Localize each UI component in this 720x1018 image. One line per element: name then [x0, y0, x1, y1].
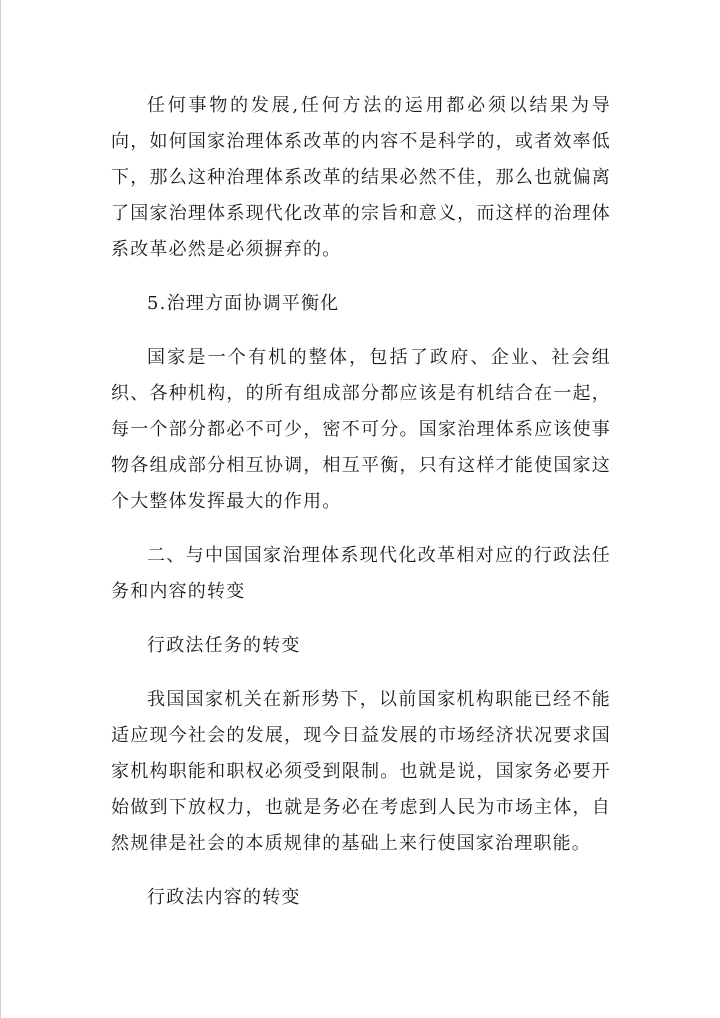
- heading-coordination-balance: 5.治理方面协调平衡化: [147, 293, 340, 314]
- paragraph-gap: [111, 268, 611, 286]
- paragraph-gap: [111, 664, 611, 682]
- subheading-content-change: 行政法内容的转变: [147, 887, 301, 908]
- paragraph-organic-whole: 国家是一个有机的整体，包括了政府、企业、社会组织、各种机构，的所有组成部分都应该是有机结合在一起，每一个部分都必不可少，密不可分。国家治理体系应该使事物各组成部分相互协调，相互平衡，只有这样才能使国家这个大整体发挥最大的作用。: [111, 347, 611, 512]
- document-body: [111, 88, 611, 916]
- subheading-task-change: 行政法任务的转变: [147, 635, 301, 656]
- paragraph-gap: [111, 610, 611, 628]
- paragraph-state-organs: 我国国家机关在新形势下，以前国家机构职能已经不能适应现今社会的发展，现今日益发展的市场经济状况要求国家机构职能和职权必须受到限制。也就是说，国家务必要开始做到下放权力，也就是务必在考虑到人民为市场主体，自然规律是社会的本质规律的基础上来行使国家治理职能。: [111, 689, 611, 854]
- paragraph-gap: [111, 862, 611, 880]
- paragraph-results-oriented: 任何事物的发展,任何方法的运用都必须以结果为导向，如何国家治理体系改革的内容不是科学的，或者效率低下，那么这种治理体系改革的结果必然不佳，那么也就偏离了国家治理体系现代化改革的宗旨和意义，而这样的治理体系改革必然是必须摒弃的。: [111, 95, 611, 260]
- paragraph-gap: [111, 322, 611, 340]
- paragraph-gap: [111, 520, 611, 538]
- section-two-title: 二、与中国国家治理体系现代化改革相对应的行政法任务和内容的转变: [111, 545, 611, 602]
